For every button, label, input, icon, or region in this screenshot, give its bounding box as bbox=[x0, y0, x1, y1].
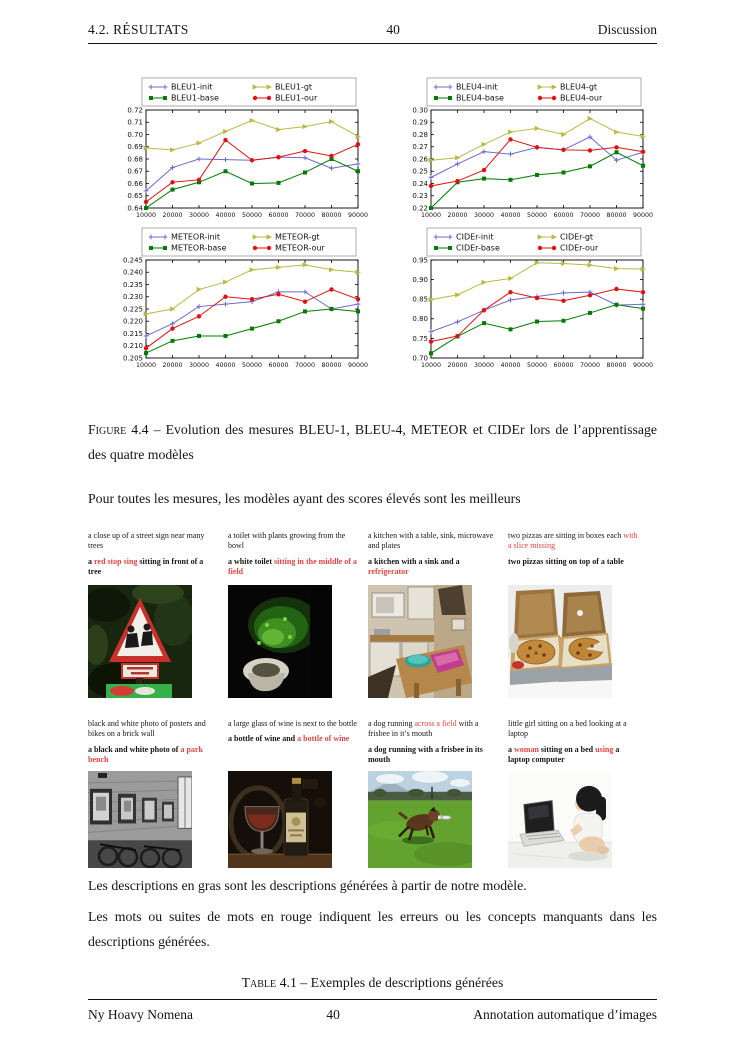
header-chapter-title: Discussion bbox=[597, 22, 657, 37]
svg-text:BLEU1-init: BLEU1-init bbox=[170, 82, 212, 92]
svg-text:90000: 90000 bbox=[632, 212, 653, 219]
svg-text:BLEU1-base: BLEU1-base bbox=[170, 93, 219, 103]
svg-text:0.65: 0.65 bbox=[126, 192, 143, 201]
footer-page-number: 40 bbox=[326, 1007, 340, 1022]
svg-text:METEOR-base: METEOR-base bbox=[170, 243, 226, 253]
svg-text:0.220: 0.220 bbox=[122, 317, 143, 326]
reference-caption: two pizzas are sitting in boxes each with a slice missing bbox=[508, 531, 638, 551]
example-cell-pizzas bbox=[508, 531, 648, 719]
svg-text:0.22: 0.22 bbox=[411, 204, 428, 213]
reference-caption: a large glass of wine is next to the bottle bbox=[228, 719, 357, 729]
example-cell-street-sign bbox=[88, 531, 228, 719]
svg-text:20000: 20000 bbox=[446, 212, 468, 219]
photo-kitchen bbox=[368, 585, 472, 698]
photo-posters-bikes bbox=[88, 771, 192, 868]
svg-text:0.30: 0.30 bbox=[411, 106, 428, 115]
svg-text:80000: 80000 bbox=[320, 362, 342, 369]
generated-caption: a dog running with a frisbee in its mouth bbox=[368, 744, 483, 765]
svg-text:10000: 10000 bbox=[420, 212, 441, 219]
svg-text:0.75: 0.75 bbox=[411, 334, 428, 343]
svg-text:0.26: 0.26 bbox=[411, 155, 428, 164]
svg-text:40000: 40000 bbox=[214, 212, 236, 219]
svg-text:80000: 80000 bbox=[320, 212, 342, 219]
reference-caption: a toilet with plants growing from the bowl bbox=[228, 531, 346, 551]
table-caption-text: Exemples de descriptions générées bbox=[310, 974, 504, 990]
header-page-number: 40 bbox=[386, 22, 400, 37]
generated-caption: a white toilet sitting in the middle of a field bbox=[228, 556, 357, 577]
svg-text:30000: 30000 bbox=[473, 212, 494, 219]
svg-text:0.72: 0.72 bbox=[126, 106, 143, 115]
svg-text:50000: 50000 bbox=[526, 362, 547, 369]
svg-text:0.80: 0.80 bbox=[411, 315, 428, 324]
svg-text:40000: 40000 bbox=[499, 212, 521, 219]
intro-paragraph: Pour toutes les mesures, les modèles ayant des scores élevés sont les meilleurs bbox=[88, 491, 521, 507]
generated-caption: a bottle of wine and a bottle of wine bbox=[228, 734, 350, 744]
generated-caption: a woman sitting on a bed using a laptop computer bbox=[508, 744, 620, 765]
svg-text:BLEU4-init: BLEU4-init bbox=[455, 82, 497, 92]
svg-text:0.230: 0.230 bbox=[122, 293, 143, 302]
example-cell-kitchen bbox=[368, 531, 508, 719]
svg-text:CIDEr-gt: CIDEr-gt bbox=[559, 232, 593, 242]
svg-text:BLEU4-base: BLEU4-base bbox=[455, 93, 504, 103]
svg-text:0.90: 0.90 bbox=[411, 276, 428, 284]
svg-text:0.66: 0.66 bbox=[126, 179, 143, 188]
page-header bbox=[88, 0, 657, 44]
svg-text:0.70: 0.70 bbox=[126, 130, 143, 139]
svg-text:60000: 60000 bbox=[267, 212, 289, 219]
svg-text:0.240: 0.240 bbox=[122, 268, 143, 277]
svg-text:0.70: 0.70 bbox=[411, 354, 428, 363]
svg-text:0.205: 0.205 bbox=[122, 354, 143, 363]
svg-text:90000: 90000 bbox=[347, 212, 368, 219]
svg-text:70000: 70000 bbox=[294, 362, 315, 369]
reference-caption: a close up of a street sign near many trees bbox=[88, 531, 205, 551]
svg-text:80000: 80000 bbox=[605, 362, 627, 369]
svg-text:CIDEr-init: CIDEr-init bbox=[455, 232, 493, 242]
generated-caption: two pizzas sitting on top of a table bbox=[508, 556, 624, 566]
chart-meteor bbox=[90, 226, 371, 376]
svg-text:0.235: 0.235 bbox=[122, 280, 143, 289]
svg-text:BLEU1-gt: BLEU1-gt bbox=[274, 82, 312, 92]
svg-text:CIDEr-our: CIDEr-our bbox=[559, 243, 598, 253]
svg-text:50000: 50000 bbox=[526, 212, 547, 219]
svg-text:METEOR-init: METEOR-init bbox=[170, 232, 220, 242]
svg-text:BLEU4-our: BLEU4-our bbox=[559, 93, 602, 103]
svg-text:20000: 20000 bbox=[161, 212, 183, 219]
photo-girl-laptop bbox=[508, 771, 612, 868]
svg-text:40000: 40000 bbox=[214, 362, 236, 369]
svg-text:70000: 70000 bbox=[579, 212, 600, 219]
svg-text:90000: 90000 bbox=[347, 362, 368, 369]
svg-text:BLEU1-our: BLEU1-our bbox=[274, 93, 317, 103]
table-caption-separator: – bbox=[300, 974, 308, 990]
chart-cider bbox=[375, 226, 656, 376]
svg-text:0.24: 0.24 bbox=[411, 179, 428, 188]
chart-bleu4 bbox=[375, 76, 656, 226]
svg-text:30000: 30000 bbox=[188, 362, 209, 369]
svg-text:70000: 70000 bbox=[579, 362, 600, 369]
svg-text:0.25: 0.25 bbox=[411, 167, 428, 176]
example-cell-toilet bbox=[228, 531, 368, 719]
example-cell-wine bbox=[228, 719, 368, 868]
note-red-words: Les mots ou suites de mots en rouge indiquent les erreurs ou les concepts manquants dans les descriptions générées. bbox=[88, 908, 657, 949]
note-bold-descriptions: Les descriptions en gras sont les descriptions générées à partir de notre modèle. bbox=[88, 878, 527, 894]
photo-street-sign bbox=[88, 585, 192, 698]
svg-text:20000: 20000 bbox=[446, 362, 468, 369]
svg-text:40000: 40000 bbox=[499, 362, 521, 369]
reference-caption: a kitchen with a table, sink, microwave and plates bbox=[368, 531, 494, 551]
svg-text:0.210: 0.210 bbox=[122, 342, 143, 351]
svg-text:30000: 30000 bbox=[473, 362, 494, 369]
examples-table bbox=[88, 531, 657, 868]
photo-dog-frisbee bbox=[368, 771, 472, 868]
photo-toilet-plants bbox=[228, 585, 332, 698]
svg-text:10000: 10000 bbox=[135, 212, 156, 219]
svg-text:0.71: 0.71 bbox=[126, 118, 143, 127]
generated-caption: a kitchen with a sink and a refrigerator bbox=[368, 556, 460, 577]
svg-text:0.29: 0.29 bbox=[411, 118, 428, 127]
svg-text:90000: 90000 bbox=[632, 362, 653, 369]
footer-thesis-title: Annotation automatique d’images bbox=[473, 1007, 657, 1022]
svg-text:70000: 70000 bbox=[294, 212, 315, 219]
svg-text:0.67: 0.67 bbox=[126, 167, 143, 176]
generated-caption: a black and white photo of a park bench bbox=[88, 744, 203, 765]
svg-text:10000: 10000 bbox=[135, 362, 156, 369]
svg-text:0.28: 0.28 bbox=[411, 130, 428, 139]
svg-text:10000: 10000 bbox=[420, 362, 441, 369]
svg-text:0.225: 0.225 bbox=[122, 305, 143, 314]
svg-text:0.245: 0.245 bbox=[122, 256, 143, 265]
footer-author: Ny Hoavy Nomena bbox=[88, 1007, 193, 1022]
generated-caption: a red stop sing sitting in front of a tree bbox=[88, 556, 204, 577]
example-cell-posters bbox=[88, 719, 228, 868]
svg-text:BLEU4-gt: BLEU4-gt bbox=[559, 82, 597, 92]
figure-caption-label: Figure 4.4 bbox=[88, 422, 149, 437]
reference-caption: little girl sitting on a bed looking at a laptop bbox=[508, 719, 627, 739]
example-cell-dog bbox=[368, 719, 508, 868]
svg-text:60000: 60000 bbox=[552, 362, 574, 369]
svg-text:0.64: 0.64 bbox=[126, 204, 143, 213]
chart-bleu1 bbox=[90, 76, 371, 226]
svg-text:30000: 30000 bbox=[188, 212, 209, 219]
header-section-title: 4.2. RÉSULTATS bbox=[88, 22, 189, 37]
example-cell-girl bbox=[508, 719, 648, 868]
svg-text:METEOR-our: METEOR-our bbox=[274, 243, 325, 253]
svg-text:60000: 60000 bbox=[552, 212, 574, 219]
svg-text:50000: 50000 bbox=[241, 362, 262, 369]
svg-text:0.27: 0.27 bbox=[411, 143, 428, 152]
svg-text:CIDEr-base: CIDEr-base bbox=[455, 243, 500, 253]
page-footer bbox=[88, 999, 657, 1023]
svg-text:50000: 50000 bbox=[241, 212, 262, 219]
svg-text:0.68: 0.68 bbox=[126, 155, 143, 164]
reference-caption: black and white photo of posters and bikes on a brick wall bbox=[88, 719, 206, 739]
figure-caption bbox=[88, 418, 657, 467]
svg-text:60000: 60000 bbox=[267, 362, 289, 369]
reference-caption: a dog running across a field with a frisbee in it’s mouth bbox=[368, 719, 479, 739]
figure-caption-text: Evolution des mesures BLEU-1, BLEU-4, METEOR et CIDEr lors de l’apprentissage des quatre modèles bbox=[88, 422, 657, 462]
photo-wine-bottle bbox=[228, 771, 332, 868]
table-caption-label: Table 4.1 bbox=[241, 974, 297, 990]
figure-4-4-charts bbox=[88, 76, 657, 376]
svg-text:0.95: 0.95 bbox=[411, 256, 428, 265]
svg-text:0.69: 0.69 bbox=[126, 143, 143, 152]
svg-text:0.215: 0.215 bbox=[122, 329, 143, 338]
svg-text:0.85: 0.85 bbox=[411, 295, 428, 304]
svg-text:20000: 20000 bbox=[161, 362, 183, 369]
photo-pizzas bbox=[508, 585, 612, 698]
svg-text:0.23: 0.23 bbox=[411, 192, 428, 201]
figure-caption-separator: – bbox=[153, 422, 161, 437]
table-caption bbox=[88, 975, 657, 991]
svg-text:METEOR-gt: METEOR-gt bbox=[274, 232, 320, 242]
svg-text:80000: 80000 bbox=[605, 212, 627, 219]
